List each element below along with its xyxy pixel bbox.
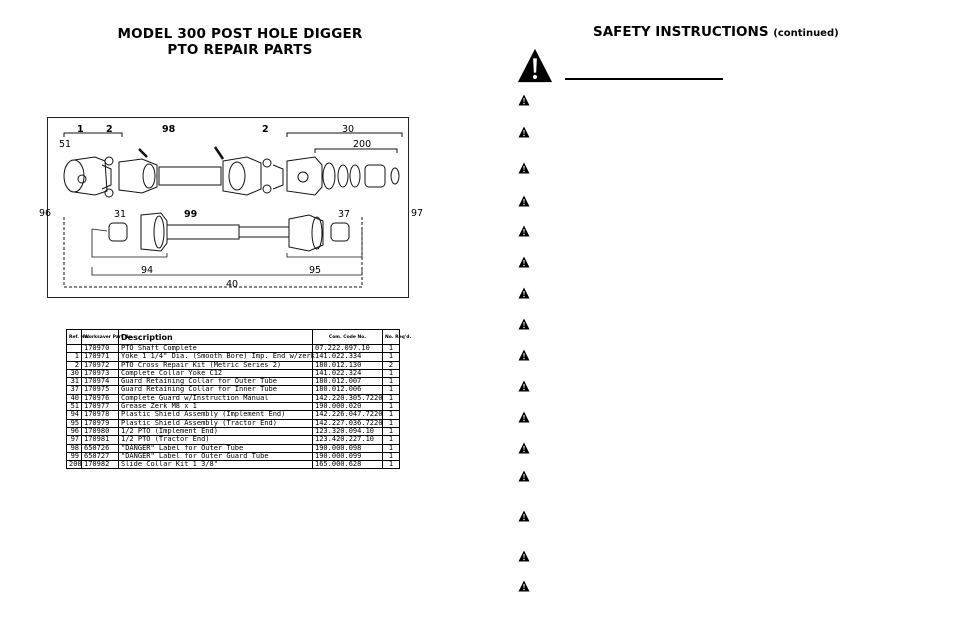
cell-description: Plastic Shield Assembly (Implement End) [119, 411, 313, 419]
cell-req: 1 [383, 345, 400, 353]
cell-ref: 95 [67, 419, 82, 427]
cell-part: 170972 [82, 361, 119, 369]
cell-ref: 30 [67, 369, 82, 377]
cell-req: 1 [383, 394, 400, 402]
pto-exploded-diagram [47, 117, 409, 298]
cell-ref: 94 [67, 411, 82, 419]
cell-ref [67, 345, 82, 353]
parts-table [66, 329, 412, 469]
cell-code: 180.012.007 [313, 378, 383, 386]
warning-triangle-icon [518, 225, 530, 237]
cell-req: 1 [383, 452, 400, 460]
callout-200: 200 [353, 139, 372, 150]
cell-req: 1 [383, 419, 400, 427]
cell-part: 650726 [82, 444, 119, 452]
cell-ref: 97 [67, 436, 82, 444]
table-row [67, 461, 400, 469]
cell-description: Complete Guard w/Instruction Manual [119, 394, 313, 402]
cell-description: Complete Collar Yoke C12 [119, 369, 313, 377]
cell-req: 1 [383, 378, 400, 386]
table-row [67, 411, 400, 419]
cell-ref: 99 [67, 452, 82, 460]
cell-req: 1 [383, 436, 400, 444]
cell-req: 1 [383, 403, 400, 411]
cell-code: 165.000.628 [313, 461, 383, 469]
table-row [67, 436, 400, 444]
cell-req: 1 [383, 461, 400, 469]
cell-description: 1/2 PTO (Tractor End) [119, 436, 313, 444]
cell-req: 2 [383, 361, 400, 369]
callout-37: 37 [338, 209, 351, 220]
cell-ref: 40 [67, 394, 82, 402]
cell-part: 170974 [82, 378, 119, 386]
header-ref: Ref. No. [67, 330, 82, 345]
cell-part: 170978 [82, 411, 119, 419]
callout-1: 1 [77, 124, 84, 135]
callout-99: 99 [184, 209, 198, 220]
cell-code: 180.012.006 [313, 386, 383, 394]
callout-94: 94 [141, 265, 154, 276]
cell-part: 170981 [82, 436, 119, 444]
warning-triangle-icon [518, 442, 530, 454]
cell-part: 650727 [82, 452, 119, 460]
warning-triangle-icon [518, 380, 530, 392]
cell-req: 1 [383, 369, 400, 377]
cell-ref: 37 [67, 386, 82, 394]
cell-description: "DANGER" Label for Outer Guard Tube [119, 452, 313, 460]
title-line-2: PTO REPAIR PARTS [167, 42, 313, 58]
cell-part: 170979 [82, 419, 119, 427]
cell-part: 170970 [82, 345, 119, 353]
cell-code: 142.220.305.7220 [313, 394, 383, 402]
cell-part: 170977 [82, 403, 119, 411]
warning-triangle-icon [518, 349, 530, 361]
callout-98: 98 [162, 124, 176, 135]
cell-part: 170976 [82, 394, 119, 402]
warning-triangle-icon [518, 318, 530, 330]
callout-2-left: 2 [106, 124, 113, 135]
cell-code: 142.227.036.7220 [313, 419, 383, 427]
warning-triangle-icon [518, 287, 530, 299]
cell-part: 170980 [82, 427, 119, 435]
page-title [60, 26, 420, 58]
safety-title-suffix: (continued) [773, 28, 839, 39]
cell-description: PTO Cross Repair Kit (Metric Series 2) [119, 361, 313, 369]
cell-ref: 1 [67, 353, 82, 361]
cell-ref: 51 [67, 403, 82, 411]
cell-code: 141.022.334 [313, 353, 383, 361]
warning-triangle-icon [516, 47, 554, 85]
callout-31: 31 [114, 209, 127, 220]
title-line-1: MODEL 300 POST HOLE DIGGER [117, 26, 363, 42]
cell-code: 190.000.098 [313, 444, 383, 452]
cell-req: 1 [383, 386, 400, 394]
callout-97: 97 [411, 208, 424, 219]
cell-description: 1/2 PTO (Implement End) [119, 427, 313, 435]
header-description: Description [119, 330, 313, 345]
warning-triangle-icon [518, 470, 530, 482]
cell-description: Yoke 1 1/4" Dia. (Smooth Bore) Imp. End w/zerk [119, 353, 313, 361]
cell-code: 180.012.130 [313, 361, 383, 369]
callout-95: 95 [309, 265, 322, 276]
warning-triangle-icon [518, 510, 530, 522]
table-row [67, 353, 400, 361]
cell-code: 141.022.324 [313, 369, 383, 377]
cell-part: 170971 [82, 353, 119, 361]
cell-req: 1 [383, 353, 400, 361]
callout-2-right: 2 [262, 124, 269, 135]
parts-table-body [67, 345, 400, 469]
cell-ref: 98 [67, 444, 82, 452]
warning-triangle-icon [518, 126, 530, 138]
cell-req: 1 [383, 444, 400, 452]
cell-description: Slide Collar Kit 1 3/8" [119, 461, 313, 469]
cell-code: 190.000.099 [313, 452, 383, 460]
warning-triangle-icon [518, 256, 530, 268]
header-code: Com. Code No. [313, 330, 383, 345]
cell-ref: 31 [67, 378, 82, 386]
warning-triangle-icon [518, 195, 530, 207]
cell-code: 123.420.227.10 [313, 436, 383, 444]
warning-triangle-icon [518, 94, 530, 106]
cell-description: "DANGER" Label for Outer Tube [119, 444, 313, 452]
cell-req: 1 [383, 411, 400, 419]
cell-ref: 96 [67, 427, 82, 435]
callout-96: 96 [39, 208, 52, 219]
header-req: No. Req'd. [383, 330, 400, 345]
cell-ref: 200 [67, 461, 82, 469]
warning-heading-rule [565, 78, 723, 80]
cell-code: 123.320.094.10 [313, 427, 383, 435]
safety-title-text: SAFETY INSTRUCTIONS [593, 24, 769, 40]
cell-part: 170973 [82, 369, 119, 377]
cell-description: Guard Retaining Collar for Outer Tube [119, 378, 313, 386]
warning-triangle-icon [518, 411, 530, 423]
warning-triangle-icon [518, 550, 530, 562]
warning-triangle-icon [518, 162, 530, 174]
cell-description: Plastic Shield Assembly (Tractor End) [119, 419, 313, 427]
safety-title [593, 24, 839, 40]
cell-part: 170982 [82, 461, 119, 469]
header-part: Worksaver Part No. [82, 330, 119, 345]
cell-description: Grease Zerk M8 x 1 [119, 403, 313, 411]
callout-40: 40 [226, 279, 239, 290]
cell-part: 170975 [82, 386, 119, 394]
cell-code: 07.222.097.10 [313, 345, 383, 353]
cell-code: 190.000.020 [313, 403, 383, 411]
cell-ref: 2 [67, 361, 82, 369]
callout-30: 30 [342, 124, 355, 135]
table-header-row [67, 330, 400, 345]
cell-code: 142.226.047.7220 [313, 411, 383, 419]
callout-51: 51 [59, 139, 72, 150]
warning-triangle-icon [518, 580, 530, 592]
cell-description: PTO Shaft Complete [119, 345, 313, 353]
cell-req: 1 [383, 427, 400, 435]
cell-description: Guard Retaining Collar for Inner Tube [119, 386, 313, 394]
